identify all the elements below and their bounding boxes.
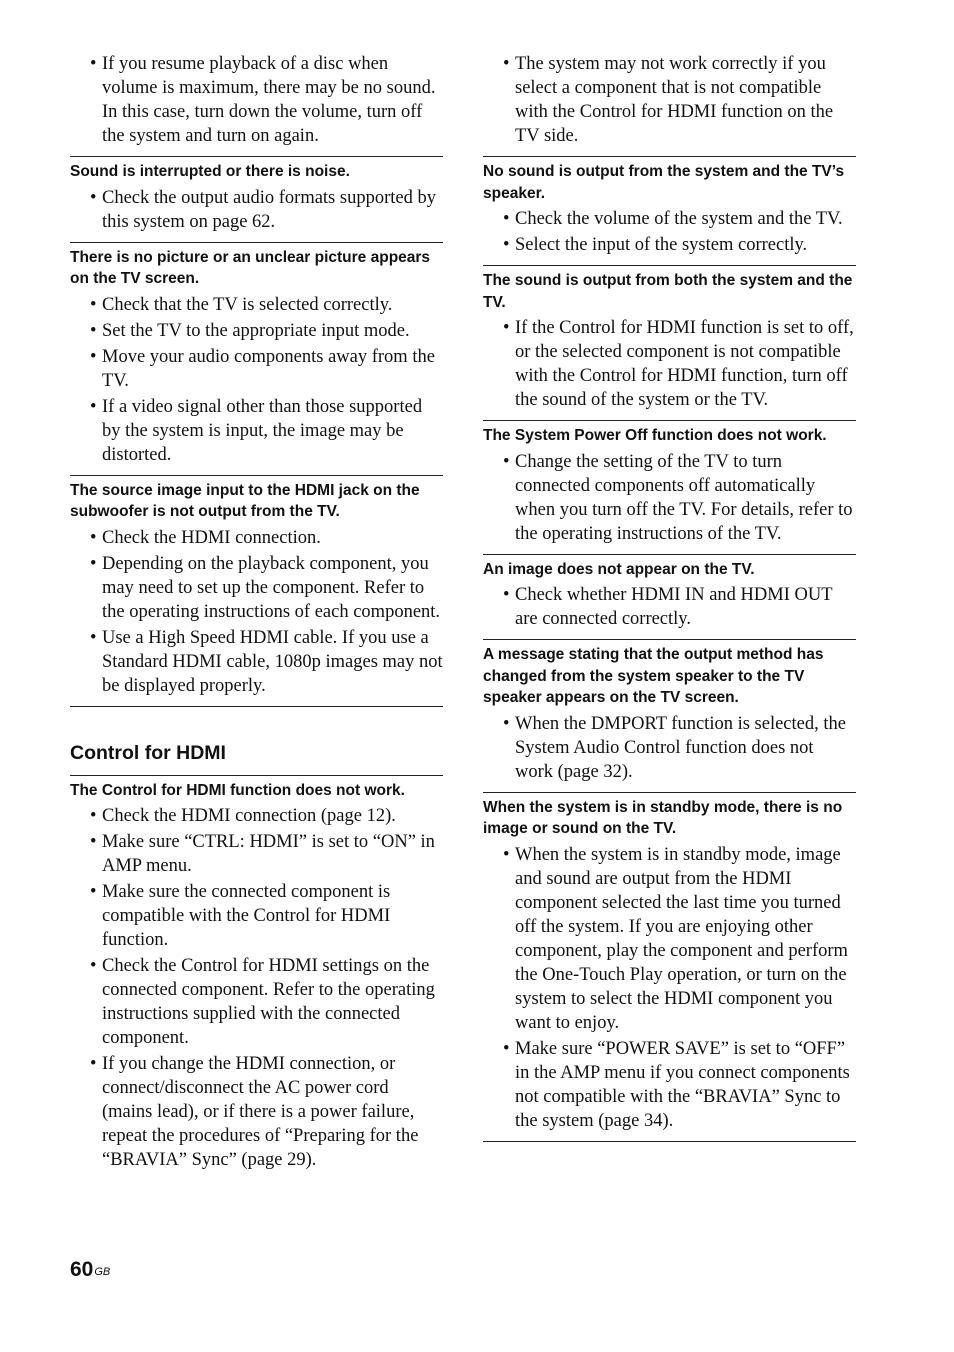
section-title: Control for HDMI bbox=[70, 741, 226, 764]
question-heading: The System Power Off function does not work. bbox=[483, 420, 856, 447]
list-item: • Check the output audio formats supported by this system on page 62. bbox=[70, 186, 443, 234]
list-item: • Check the HDMI connection. bbox=[70, 526, 443, 550]
section-divider bbox=[70, 706, 443, 707]
list-item: • When the DMPORT function is selected, the System Audio Control function does not work (page 32). bbox=[483, 712, 856, 784]
right-column bbox=[483, 52, 856, 1142]
list-item: • Set the TV to the appropriate input mode. bbox=[70, 319, 443, 343]
list-item: • If a video signal other than those supported by the system is input, the image may be distorted. bbox=[70, 395, 443, 467]
list-item: • Move your audio components away from the TV. bbox=[70, 345, 443, 393]
list-item: • Make sure “POWER SAVE” is set to “OFF” in the AMP menu if you connect components not compatible with the “BRAVIA” Sync to the system (page 34). bbox=[483, 1037, 856, 1133]
list-item: • Use a High Speed HDMI cable. If you use a Standard HDMI cable, 1080p images may not be displayed properly. bbox=[70, 626, 443, 698]
list-item: • Depending on the playback component, you may need to set up the component. Refer to the operating instructions of each component. bbox=[70, 552, 443, 624]
question-heading: Sound is interrupted or there is noise. bbox=[70, 156, 443, 183]
list-item: • The system may not work correctly if you select a component that is not compatible with the Control for HDMI function on the TV side. bbox=[483, 52, 856, 148]
list-item: • Change the setting of the TV to turn connected components off automatically when you turn off the TV. For details, refer to the operating instructions of the TV. bbox=[483, 450, 856, 546]
question-heading: There is no picture or an unclear picture appears on the TV screen. bbox=[70, 242, 443, 290]
question-heading: An image does not appear on the TV. bbox=[483, 554, 856, 581]
list-item: • Make sure “CTRL: HDMI” is set to “ON” in AMP menu. bbox=[70, 830, 443, 878]
list-item: • Check the Control for HDMI settings on the connected component. Refer to the operating instructions supplied with the connected component. bbox=[70, 954, 443, 1050]
section-divider bbox=[483, 1141, 856, 1142]
question-heading: The Control for HDMI function does not work. bbox=[70, 775, 443, 802]
page-number-value: 60 bbox=[70, 1258, 94, 1281]
list-item: • Select the input of the system correctly. bbox=[483, 233, 856, 257]
question-heading: The source image input to the HDMI jack on the subwoofer is not output from the TV. bbox=[70, 475, 443, 523]
question-heading: A message stating that the output method has changed from the system speaker to the TV speaker appears on the TV screen. bbox=[483, 639, 856, 709]
list-item: • Check the volume of the system and the TV. bbox=[483, 207, 856, 231]
page-number-suffix: GB bbox=[94, 1266, 111, 1278]
list-item: • If the Control for HDMI function is set to off, or the selected component is not compatible with the Control for HDMI function, turn off the sound of the system or the TV. bbox=[483, 316, 856, 412]
left-column bbox=[70, 52, 443, 1174]
list-item: • Check that the TV is selected correctly. bbox=[70, 293, 443, 317]
list-item: • Make sure the connected component is compatible with the Control for HDMI function. bbox=[70, 880, 443, 952]
list-item: • When the system is in standby mode, image and sound are output from the HDMI component selected the last time you turned off the system. If you are enjoying other component, play the component and perform the One-Touch Play operation, or turn on the system to select the HDMI component you want to enjoy. bbox=[483, 843, 856, 1035]
list-item: • Check whether HDMI IN and HDMI OUT are connected correctly. bbox=[483, 583, 856, 631]
page-number bbox=[70, 1257, 110, 1283]
list-item: • If you change the HDMI connection, or connect/disconnect the AC power cord (mains lead), or if there is a power failure, repeat the procedures of “Preparing for the “BRAVIA” Sync” (page 29). bbox=[70, 1052, 443, 1172]
question-heading: The sound is output from both the system and the TV. bbox=[483, 265, 856, 313]
list-item: • Check the HDMI connection (page 12). bbox=[70, 804, 443, 828]
list-item: • If you resume playback of a disc when volume is maximum, there may be no sound. In this case, turn down the volume, turn off the system and turn on again. bbox=[70, 52, 443, 148]
question-heading: When the system is in standby mode, there is no image or sound on the TV. bbox=[483, 792, 856, 840]
question-heading: No sound is output from the system and the TV’s speaker. bbox=[483, 156, 856, 204]
